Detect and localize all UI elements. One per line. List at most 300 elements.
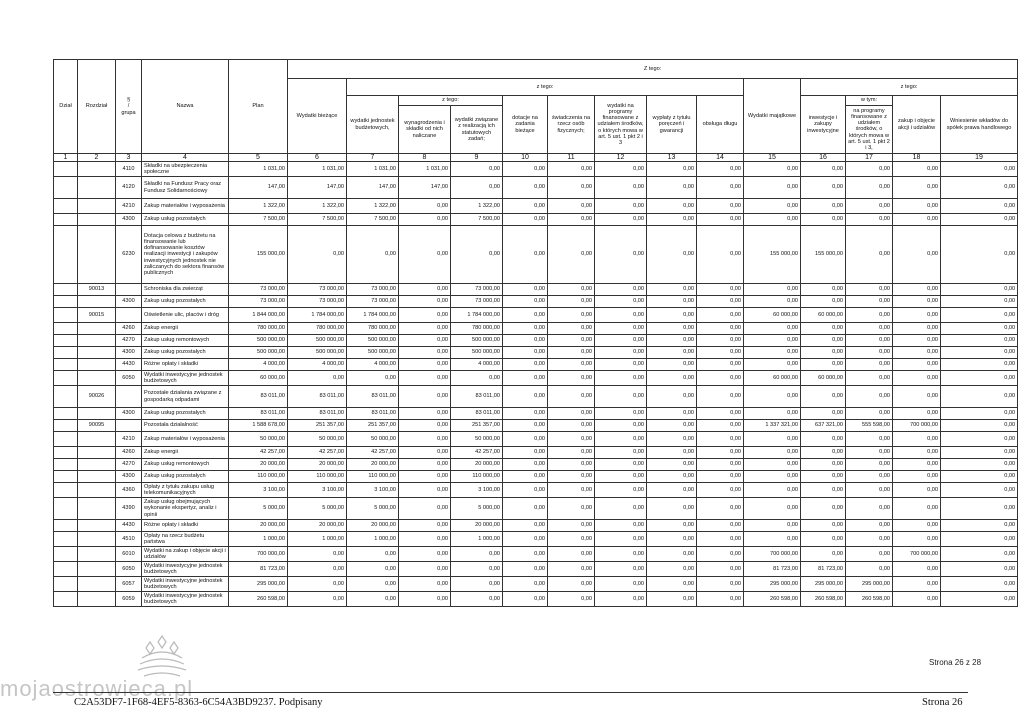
cell-paragraf: 6050 <box>116 562 142 577</box>
cell-value: 20 000,00 <box>288 520 347 532</box>
cell-value: 0,00 <box>744 471 801 483</box>
header-grupa <box>116 60 142 154</box>
cell-value: 0,00 <box>941 214 1018 226</box>
cell-nazwa: Różne opłaty i składki <box>142 520 229 532</box>
cell-nazwa: Zakup usług obejmujących wykonanie ekspertyz, analiz i opinii <box>142 498 229 520</box>
cell-paragraf: 6010 <box>116 547 142 562</box>
cell-value: 0,00 <box>846 359 893 371</box>
cell-value: 0,00 <box>548 347 595 359</box>
cell-value: 50 000,00 <box>229 432 288 447</box>
cell-rozdzial <box>78 177 116 199</box>
cell-value: 0,00 <box>744 335 801 347</box>
cell-value: 83 011,00 <box>451 386 503 408</box>
cell-value: 0,00 <box>846 432 893 447</box>
cell-value: 0,00 <box>451 592 503 607</box>
cell-paragraf: 4300 <box>116 408 142 420</box>
cell-dzial <box>54 347 78 359</box>
cell-value: 0,00 <box>548 296 595 308</box>
cell-nazwa: Zakup energii <box>142 447 229 459</box>
cell-value: 0,00 <box>399 199 451 214</box>
cell-value: 147,00 <box>347 177 399 199</box>
cell-value: 110 000,00 <box>451 471 503 483</box>
cell-value: 0,00 <box>801 459 846 471</box>
cell-value: 0,00 <box>548 323 595 335</box>
cell-value: 0,00 <box>697 226 744 284</box>
cell-rozdzial <box>78 199 116 214</box>
header-w-tym: w tym: <box>846 96 893 106</box>
table-row <box>54 284 1018 296</box>
header-wniesienie: Wniesienie wkładów do spółek prawa handlowego <box>941 96 1018 154</box>
cell-value: 0,00 <box>399 359 451 371</box>
table-row <box>54 459 1018 471</box>
cell-value: 0,00 <box>941 386 1018 408</box>
cell-value: 0,00 <box>503 323 548 335</box>
cell-value: 0,00 <box>399 562 451 577</box>
table-header <box>54 60 1018 162</box>
cell-value: 0,00 <box>697 547 744 562</box>
cell-dzial <box>54 532 78 547</box>
cell-dzial <box>54 547 78 562</box>
cell-rozdzial <box>78 447 116 459</box>
cell-value: 0,00 <box>503 284 548 296</box>
cell-value: 0,00 <box>893 226 941 284</box>
cell-value: 147,00 <box>399 177 451 199</box>
cell-value: 0,00 <box>647 296 697 308</box>
cell-value: 0,00 <box>744 532 801 547</box>
cell-value: 1 000,00 <box>288 532 347 547</box>
cell-value: 0,00 <box>548 562 595 577</box>
cell-value: 0,00 <box>548 371 595 386</box>
cell-value: 0,00 <box>288 592 347 607</box>
cell-value: 0,00 <box>548 432 595 447</box>
cell-value: 0,00 <box>399 498 451 520</box>
table-row <box>54 547 1018 562</box>
cell-value: 0,00 <box>503 347 548 359</box>
cell-value: 0,00 <box>801 483 846 498</box>
cell-value: 0,00 <box>893 577 941 592</box>
cell-value: 5 000,00 <box>229 498 288 520</box>
cell-nazwa: Zakup usług pozostałych <box>142 471 229 483</box>
cell-value: 0,00 <box>941 226 1018 284</box>
cell-value: 50 000,00 <box>288 432 347 447</box>
cell-value: 0,00 <box>347 577 399 592</box>
cell-value: 0,00 <box>744 162 801 177</box>
cell-nazwa: Dotacja celowa z budżetu na finansowanie lub dofinansowanie kosztów realizacji inwestycji i zakupów inwestycyjnych jednostek nie zaliczanych do sektora finansów publicznych <box>142 226 229 284</box>
cell-value: 0,00 <box>399 577 451 592</box>
cell-value: 0,00 <box>744 498 801 520</box>
budget-table-container <box>53 59 1017 607</box>
cell-value: 0,00 <box>595 459 647 471</box>
cell-value: 83 011,00 <box>347 386 399 408</box>
cell-paragraf: 6059 <box>116 592 142 607</box>
cell-value: 0,00 <box>941 308 1018 323</box>
table-row <box>54 562 1018 577</box>
cell-rozdzial <box>78 226 116 284</box>
table-body <box>54 162 1018 607</box>
cell-rozdzial <box>78 432 116 447</box>
cell-value: 0,00 <box>846 284 893 296</box>
cell-value: 0,00 <box>647 347 697 359</box>
footer-page-number: Strona 26 <box>922 697 963 708</box>
cell-dzial <box>54 359 78 371</box>
cell-value: 0,00 <box>595 447 647 459</box>
cell-dzial <box>54 459 78 471</box>
cell-rozdzial <box>78 520 116 532</box>
header-z-tego-biezace: z tego: <box>347 79 744 96</box>
header-dzial: Dział <box>54 60 78 154</box>
cell-value: 0,00 <box>801 532 846 547</box>
cell-value: 0,00 <box>451 162 503 177</box>
cell-value: 0,00 <box>503 162 548 177</box>
cell-value: 0,00 <box>846 471 893 483</box>
cell-value: 83 011,00 <box>229 386 288 408</box>
cell-value: 0,00 <box>399 347 451 359</box>
cell-value: 0,00 <box>399 335 451 347</box>
cell-value: 0,00 <box>697 371 744 386</box>
cell-value: 0,00 <box>595 471 647 483</box>
header-grupa-label: grupa <box>121 109 136 116</box>
cell-value: 0,00 <box>801 547 846 562</box>
cell-paragraf: 4430 <box>116 520 142 532</box>
cell-value: 0,00 <box>846 483 893 498</box>
cell-value: 0,00 <box>503 359 548 371</box>
cell-value: 0,00 <box>399 420 451 432</box>
cell-dzial <box>54 520 78 532</box>
header-wydatki-biezace: Wydatki bieżące <box>288 79 347 154</box>
cell-value: 0,00 <box>548 177 595 199</box>
cell-value: 0,00 <box>801 199 846 214</box>
cell-value: 0,00 <box>801 284 846 296</box>
cell-value: 0,00 <box>399 371 451 386</box>
header-grupa-symbol: § <box>126 97 131 104</box>
table-row <box>54 347 1018 359</box>
cell-value: 0,00 <box>893 432 941 447</box>
cell-dzial <box>54 177 78 199</box>
cell-value: 0,00 <box>548 386 595 408</box>
cell-value: 0,00 <box>548 520 595 532</box>
cell-value: 0,00 <box>744 459 801 471</box>
cell-value: 0,00 <box>893 347 941 359</box>
cell-value: 0,00 <box>595 371 647 386</box>
cell-value: 0,00 <box>451 226 503 284</box>
cell-paragraf: 4360 <box>116 483 142 498</box>
cell-value: 0,00 <box>941 284 1018 296</box>
cell-value: 0,00 <box>697 335 744 347</box>
cell-value: 50 000,00 <box>451 432 503 447</box>
cell-value: 0,00 <box>503 459 548 471</box>
cell-value: 0,00 <box>744 347 801 359</box>
cell-paragraf: 6057 <box>116 577 142 592</box>
cell-value: 0,00 <box>595 335 647 347</box>
cell-value: 0,00 <box>941 562 1018 577</box>
cell-paragraf: 6050 <box>116 371 142 386</box>
cell-value: 295 000,00 <box>846 577 893 592</box>
cell-rozdzial: 90095 <box>78 420 116 432</box>
cell-value: 0,00 <box>846 386 893 408</box>
cell-value: 147,00 <box>288 177 347 199</box>
cell-value: 0,00 <box>647 162 697 177</box>
cell-value: 0,00 <box>846 408 893 420</box>
cell-value: 0,00 <box>744 483 801 498</box>
cell-value: 1 844 000,00 <box>229 308 288 323</box>
cell-value: 0,00 <box>893 162 941 177</box>
header-inwestycje: inwestycje i zakupy inwestycyjne <box>801 96 846 154</box>
cell-value: 0,00 <box>801 447 846 459</box>
cell-value: 0,00 <box>846 296 893 308</box>
cell-value: 0,00 <box>744 177 801 199</box>
cell-value: 0,00 <box>503 520 548 532</box>
cell-value: 0,00 <box>347 547 399 562</box>
table-row <box>54 483 1018 498</box>
cell-value: 73 000,00 <box>451 296 503 308</box>
cell-value: 0,00 <box>941 162 1018 177</box>
cell-nazwa: Zakup materiałów i wyposażenia <box>142 432 229 447</box>
cell-value: 0,00 <box>503 447 548 459</box>
cell-value: 0,00 <box>893 592 941 607</box>
cell-value: 260 598,00 <box>846 592 893 607</box>
cell-nazwa: Zakup materiałów i wyposażenia <box>142 199 229 214</box>
cell-value: 0,00 <box>548 420 595 432</box>
cell-rozdzial <box>78 498 116 520</box>
cell-dzial <box>54 432 78 447</box>
cell-value: 780 000,00 <box>347 323 399 335</box>
cell-value: 0,00 <box>697 447 744 459</box>
cell-dzial <box>54 447 78 459</box>
cell-value: 0,00 <box>503 371 548 386</box>
column-number: 11 <box>548 154 595 162</box>
cell-value: 0,00 <box>503 199 548 214</box>
cell-value: 0,00 <box>846 199 893 214</box>
cell-value: 20 000,00 <box>347 520 399 532</box>
cell-rozdzial <box>78 359 116 371</box>
cell-paragraf: 4260 <box>116 323 142 335</box>
cell-value: 0,00 <box>288 547 347 562</box>
column-number: 19 <box>941 154 1018 162</box>
cell-value: 0,00 <box>647 199 697 214</box>
cell-value: 0,00 <box>697 199 744 214</box>
cell-value: 0,00 <box>893 308 941 323</box>
cell-value: 0,00 <box>893 296 941 308</box>
cell-value: 251 357,00 <box>347 420 399 432</box>
cell-value: 0,00 <box>548 162 595 177</box>
cell-nazwa: Schroniska dla zwierząt <box>142 284 229 296</box>
cell-value: 0,00 <box>647 359 697 371</box>
cell-value: 0,00 <box>846 226 893 284</box>
cell-value: 1 784 000,00 <box>288 308 347 323</box>
cell-value: 0,00 <box>697 471 744 483</box>
cell-paragraf: 4390 <box>116 498 142 520</box>
cell-value: 0,00 <box>503 483 548 498</box>
cell-dzial <box>54 284 78 296</box>
cell-value: 1 322,00 <box>347 199 399 214</box>
table-row <box>54 177 1018 199</box>
cell-dzial <box>54 335 78 347</box>
cell-value: 780 000,00 <box>451 323 503 335</box>
cell-value: 0,00 <box>801 162 846 177</box>
cell-value: 0,00 <box>697 520 744 532</box>
cell-value: 81 723,00 <box>801 562 846 577</box>
cell-value: 0,00 <box>451 177 503 199</box>
cell-value: 0,00 <box>595 214 647 226</box>
cell-value: 20 000,00 <box>229 459 288 471</box>
cell-value: 0,00 <box>647 577 697 592</box>
cell-value: 700 000,00 <box>229 547 288 562</box>
cell-value: 0,00 <box>893 447 941 459</box>
cell-nazwa: Składki na Fundusz Pracy oraz Fundusz Solidarnościowy <box>142 177 229 199</box>
cell-value: 0,00 <box>697 296 744 308</box>
cell-value: 0,00 <box>503 296 548 308</box>
cell-value: 0,00 <box>451 371 503 386</box>
column-number: 2 <box>78 154 116 162</box>
cell-value: 0,00 <box>941 520 1018 532</box>
cell-value: 637 321,00 <box>801 420 846 432</box>
cell-value: 0,00 <box>595 296 647 308</box>
cell-value: 0,00 <box>503 335 548 347</box>
cell-dzial <box>54 214 78 226</box>
cell-value: 0,00 <box>801 347 846 359</box>
cell-value: 0,00 <box>893 520 941 532</box>
cell-value: 1 322,00 <box>451 199 503 214</box>
cell-value: 1 000,00 <box>451 532 503 547</box>
cell-value: 0,00 <box>503 532 548 547</box>
cell-value: 1 784 000,00 <box>347 308 399 323</box>
cell-nazwa: Zakup usług pozostałych <box>142 347 229 359</box>
cell-value: 0,00 <box>697 214 744 226</box>
cell-nazwa: Różne opłaty i składki <box>142 359 229 371</box>
cell-value: 0,00 <box>697 284 744 296</box>
table-row <box>54 498 1018 520</box>
cell-value: 0,00 <box>595 177 647 199</box>
cell-value: 0,00 <box>941 335 1018 347</box>
cell-value: 0,00 <box>893 323 941 335</box>
cell-value: 0,00 <box>697 386 744 408</box>
cell-value: 0,00 <box>503 420 548 432</box>
cell-rozdzial <box>78 162 116 177</box>
cell-value: 0,00 <box>941 532 1018 547</box>
header-wydatki-majatkowe: Wydatki majątkowe <box>744 79 801 154</box>
cell-value: 0,00 <box>548 284 595 296</box>
cell-value: 0,00 <box>595 532 647 547</box>
column-number: 4 <box>142 154 229 162</box>
cell-value: 4 000,00 <box>347 359 399 371</box>
cell-value: 0,00 <box>503 177 548 199</box>
cell-value: 0,00 <box>893 371 941 386</box>
cell-nazwa: Zakup usług remontowych <box>142 459 229 471</box>
cell-value: 20 000,00 <box>451 520 503 532</box>
cell-value: 0,00 <box>647 471 697 483</box>
cell-dzial <box>54 408 78 420</box>
column-number: 3 <box>116 154 142 162</box>
cell-value: 0,00 <box>548 359 595 371</box>
cell-value: 0,00 <box>503 498 548 520</box>
cell-value: 0,00 <box>647 308 697 323</box>
cell-value: 4 000,00 <box>288 359 347 371</box>
cell-value: 0,00 <box>399 323 451 335</box>
column-number: 18 <box>893 154 941 162</box>
cell-value: 0,00 <box>697 177 744 199</box>
cell-value: 0,00 <box>503 226 548 284</box>
cell-value: 500 000,00 <box>229 335 288 347</box>
table-row <box>54 214 1018 226</box>
cell-value: 0,00 <box>647 562 697 577</box>
cell-paragraf: 4510 <box>116 532 142 547</box>
cell-dzial <box>54 199 78 214</box>
cell-value: 3 100,00 <box>347 483 399 498</box>
cell-value: 0,00 <box>941 408 1018 420</box>
column-number: 10 <box>503 154 548 162</box>
cell-dzial <box>54 308 78 323</box>
cell-nazwa: Zakup energii <box>142 323 229 335</box>
cell-value: 0,00 <box>893 408 941 420</box>
table-row <box>54 162 1018 177</box>
cell-value: 0,00 <box>697 323 744 335</box>
cell-value: 3 100,00 <box>451 483 503 498</box>
cell-value: 0,00 <box>697 562 744 577</box>
cell-rozdzial <box>78 408 116 420</box>
table-row <box>54 471 1018 483</box>
cell-value: 1 000,00 <box>229 532 288 547</box>
header-grupa-slash: / <box>127 103 130 110</box>
cell-value: 7 500,00 <box>288 214 347 226</box>
cell-value: 7 500,00 <box>347 214 399 226</box>
cell-rozdzial <box>78 459 116 471</box>
cell-value: 295 000,00 <box>744 577 801 592</box>
cell-value: 0,00 <box>893 335 941 347</box>
cell-value: 0,00 <box>801 520 846 532</box>
column-number-row <box>54 154 1018 162</box>
cell-value: 251 357,00 <box>288 420 347 432</box>
cell-value: 81 723,00 <box>744 562 801 577</box>
cell-paragraf <box>116 284 142 296</box>
cell-dzial <box>54 562 78 577</box>
cell-value: 500 000,00 <box>229 347 288 359</box>
cell-value: 260 598,00 <box>744 592 801 607</box>
header-nazwa: Nazwa <box>142 60 229 154</box>
cell-value: 0,00 <box>801 359 846 371</box>
cell-value: 3 100,00 <box>288 483 347 498</box>
table-row <box>54 323 1018 335</box>
cell-value: 0,00 <box>647 214 697 226</box>
table-row <box>54 371 1018 386</box>
header-plan: Plan <box>229 60 288 154</box>
cell-dzial <box>54 323 78 335</box>
cell-value: 0,00 <box>846 562 893 577</box>
cell-value: 0,00 <box>893 386 941 408</box>
cell-value: 260 598,00 <box>229 592 288 607</box>
cell-value: 0,00 <box>595 408 647 420</box>
cell-value: 0,00 <box>451 577 503 592</box>
header-z-tego-majatkowe: z tego: <box>801 79 1018 96</box>
cell-rozdzial <box>78 562 116 577</box>
column-number: 7 <box>347 154 399 162</box>
cell-value: 1 031,00 <box>399 162 451 177</box>
cell-value: 1 000,00 <box>347 532 399 547</box>
cell-value: 500 000,00 <box>288 347 347 359</box>
cell-value: 0,00 <box>399 483 451 498</box>
cell-value: 0,00 <box>647 284 697 296</box>
cell-value: 0,00 <box>399 214 451 226</box>
page-counter: Strona 26 z 28 <box>929 658 982 667</box>
cell-value: 700 000,00 <box>744 547 801 562</box>
cell-value: 83 011,00 <box>288 408 347 420</box>
header-wydatki-jednostek: wydatki jednostek budżetowych, <box>347 96 399 154</box>
cell-value: 0,00 <box>347 371 399 386</box>
cell-value: 0,00 <box>846 547 893 562</box>
header-z-tego-main: Z tego: <box>288 60 1018 79</box>
cell-value: 0,00 <box>548 447 595 459</box>
cell-value: 0,00 <box>399 226 451 284</box>
cell-value: 0,00 <box>744 520 801 532</box>
